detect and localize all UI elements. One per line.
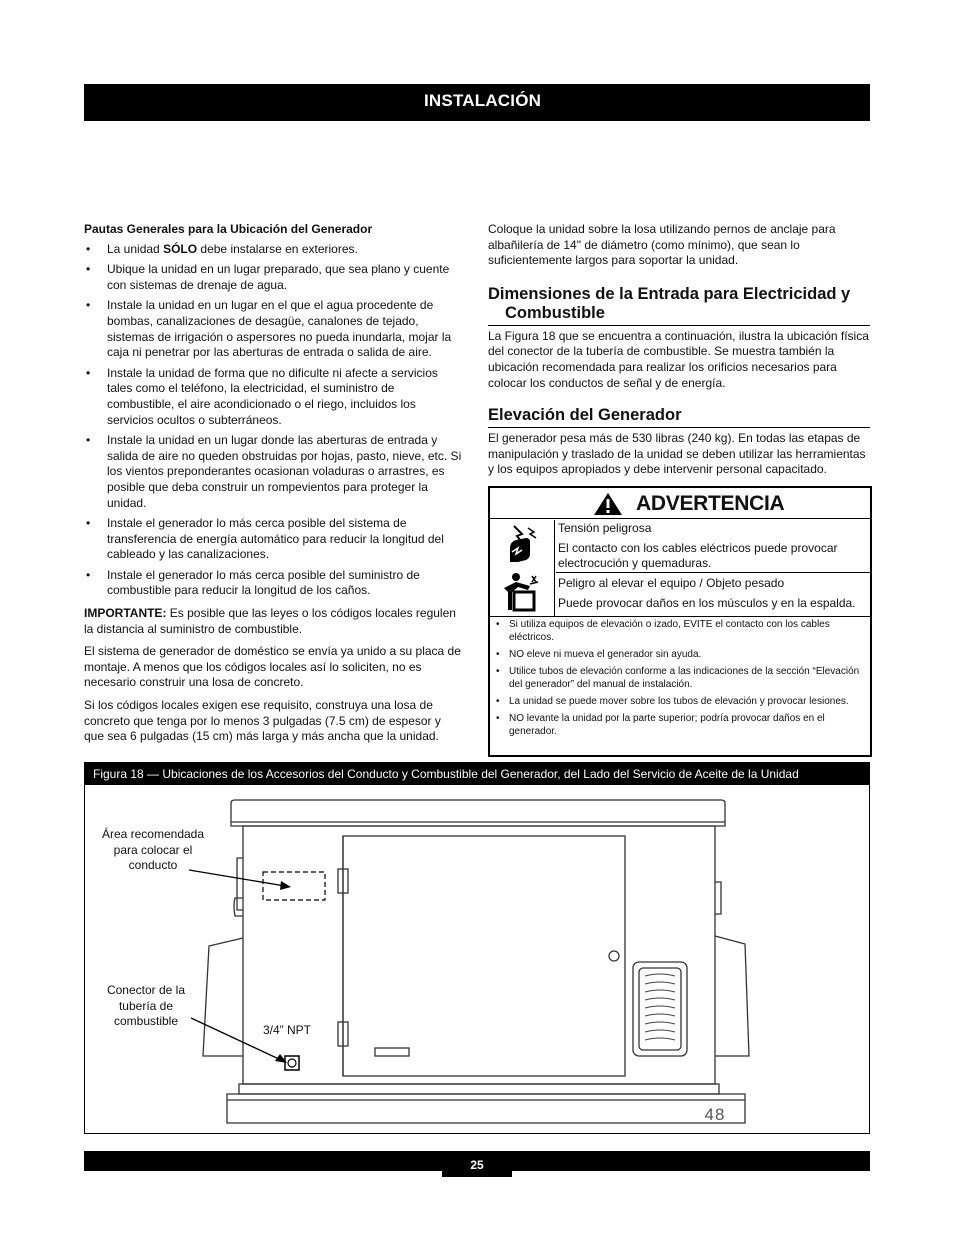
section-heading-lifting: Elevación del Generador [488,406,870,428]
hazard-text [556,520,870,613]
list-item: • NO eleve ni mueva el generador sin ayuda. [490,648,870,661]
heavy-lift-icon [500,572,542,612]
list-item: • Instale el generador lo más cerca posible del suministro de combustible para reducir la longitud de los caños. [84,568,464,599]
warning-title-bar [490,488,870,519]
section-header [84,84,870,121]
hazard-title: Peligro al elevar el equipo / Objeto pesado [558,576,785,590]
list-item: • NO levante la unidad por la parte superior; podría provocar daños en el generador. [490,712,870,738]
list-item: • Utilice tubos de elevación conforme a las indicaciones de la sección “Elevación del generador” del manual de instalación. [490,665,870,691]
unit-model-number: 48 [704,1105,726,1124]
hazard-title: Tensión peligrosa [558,521,652,535]
hazard-description: El contacto con los cables eléctricos puede provocar electrocución y quemaduras. [556,537,870,573]
left-column [84,222,464,752]
warning-box [488,486,872,757]
paragraph: Coloque la unidad sobre la losa utilizando pernos de anclaje para albañilería de 14" de diámetro (como mínimo), que sean lo suficientemente largos para soportar la unidad. [488,222,836,268]
list-item: • La unidad se puede mover sobre los tubos de elevación y provocar lesiones. [490,695,870,708]
list-item: • Si utiliza equipos de elevación o izado, EVITE el contacto con los cables eléctricos. [490,618,870,644]
list-item: • Ubique la unidad en un lugar preparado, que sea plano y cuente con sistemas de drenaje de agua. [84,262,464,293]
important-note: IMPORTANTE: Es posible que las leyes o los códigos locales regulen la distancia al suministro de combustible. [84,606,456,636]
hazard-description: Puede provocar daños en los músculos y en la espalda. [558,596,856,610]
figure-18 [84,762,870,1134]
paragraph: El generador pesa más de 530 libras (240 kg). En todas las etapas de manipulación y traslado de la unidad se deben utilizar las herramientas y los equipos apropiados y debe intervenir personal capacitado. [488,431,866,477]
placement-list [84,242,464,599]
list-item: • Instale la unidad en un lugar donde las aberturas de entrada y salida de aire no queden obstruidas por hojas, pasto, nieve, etc. Si los vientos preponderantes ocasionan voladuras o arrastres, es posible que deba construir un rompevientos para proteger la unidad. [84,433,464,511]
right-column [488,222,870,485]
warning-title: ADVERTENCIA [636,492,785,515]
warning-list [490,618,870,742]
placement-heading: Pautas Generales para la Ubicación del Generador [84,222,373,236]
warning-hazard-table [490,520,870,617]
warning-triangle-icon [593,492,623,516]
paragraph: Si los códigos locales exigen ese requisito, construya una losa de concreto que tenga por lo menos 3 pulgadas (7.5 cm) de espesor y que sea 6 pulgadas (15 cm) más larga y más ancha que la unidad. [84,698,441,744]
hazard-icons [490,520,555,616]
paragraph: La Figura 18 que se encuentra a continuación, ilustra la ubicación física del conector de la tubería de combustible. Se muestra también la ubicación recomendada para realizar los orificios necesarios para colocar los conductos de señal y de energía. [488,328,869,390]
electric-shock-icon [504,524,540,564]
list-item: • Instale la unidad en un lugar en el que el agua procedente de bombas, canalizaciones de desagüe, canalones de tejado, sistemas de irrigación o aspersores no pueda inundarla, mojar la caja ni penetrar por las aberturas de entrada o salida de aire. [84,298,464,360]
npt-label: 3/4” NPT [263,1023,312,1037]
paragraph: El sistema de generador de doméstico se envía ya unido a su placa de montaje. A menos que los códigos locales así lo soliciten, no es necesario construir una losa de concreto. [84,644,461,690]
fuel-connector-label: Conector de la tubería de combustible [106,983,186,1028]
section-title: INSTALACIÓN [424,91,542,110]
list-item: • La unidad SÓLO debe instalarse en exteriores. [84,242,464,258]
conduit-area-label: Área recomendada para colocar el conducto [101,827,205,872]
section-heading-dimensions: Dimensiones de la Entrada para Electricidad y Combustible [488,285,870,326]
list-item: • Instale el generador lo más cerca posible del sistema de transferencia de energía automático para reducir la longitud del cableado y las canalizaciones. [84,516,464,563]
figure-caption: Figura 18 — Ubicaciones de los Accesorios del Conducto y Combustible del Generador, del Lado del Servicio de Aceite de la Unidad [85,763,869,785]
page-number: 25 [442,1151,512,1177]
list-item: • Instale la unidad de forma que no dificulte ni afecte a servicios tales como el teléfono, la electricidad, el suministro de combustible, el aire acondicionado o el riego, incluidos los servicios ocultos o subterráneos. [84,366,464,428]
